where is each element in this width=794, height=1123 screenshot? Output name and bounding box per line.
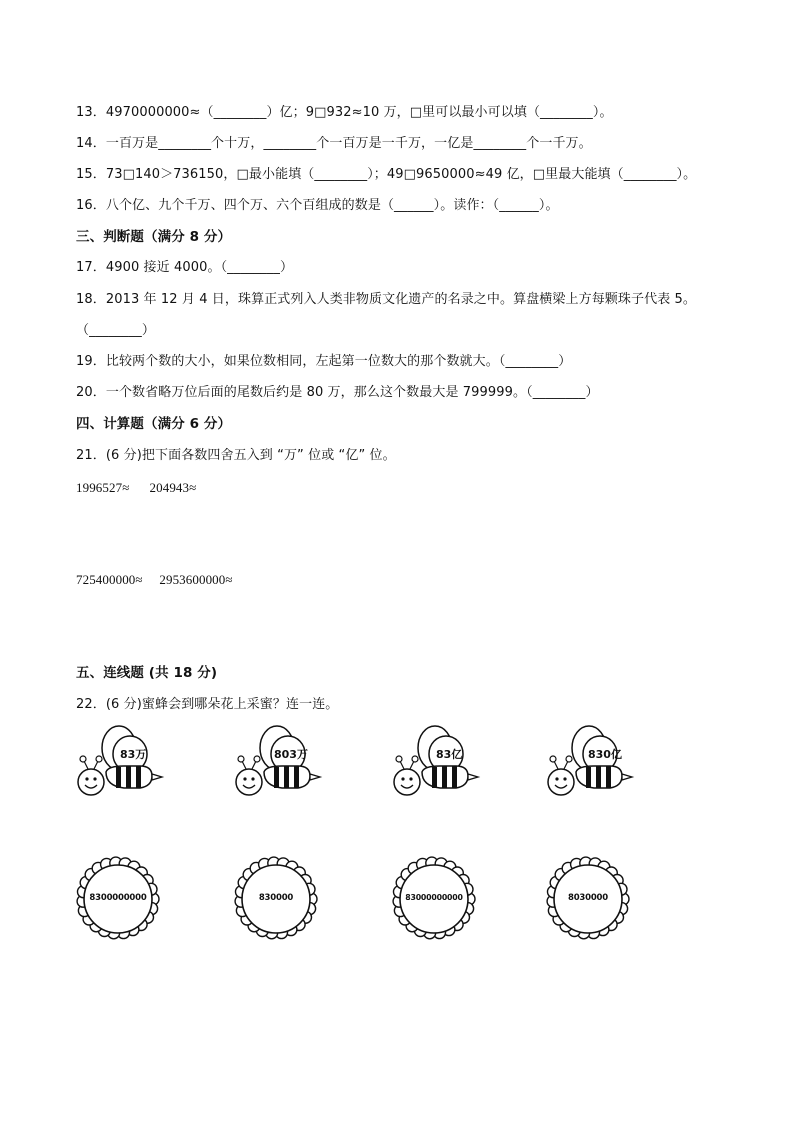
bee-icon: [392, 724, 492, 804]
question-22: 22．(6 分)蜜蜂会到哪朵花上采蜜？连一连。: [76, 697, 339, 712]
question-15: 15．73□140＞736150，□最小能填（________）；49□9650000≈49 亿，□里最大能填（________）。: [76, 167, 697, 182]
flower-3[interactable]: [392, 857, 476, 941]
flower-2[interactable]: [234, 857, 318, 941]
flower-1[interactable]: [76, 857, 160, 941]
question-21-row-1: 1996527≈ 204943≈: [76, 480, 197, 495]
bee-label: 83万: [120, 748, 147, 761]
question-18: 18．2013 年 12 月 4 日，珠算正式列入人类非物质文化遗产的名录之中。算盘横梁上方每颗珠子代表 5。: [76, 292, 697, 307]
section-5-heading: 五、连线题 (共 18 分): [76, 665, 218, 681]
bee-icon: [234, 724, 334, 804]
question-17: 17．4900 接近 4000。（________）: [76, 260, 294, 275]
flower-4[interactable]: [546, 857, 630, 941]
bee-4[interactable]: [546, 724, 646, 804]
bee-icon: [76, 724, 176, 804]
section-4-heading: 四、计算题（满分 6 分）: [76, 416, 232, 432]
flower-label: 8300000000: [89, 893, 147, 903]
bee-3[interactable]: [392, 724, 492, 804]
question-21: 21．(6 分)把下面各数四舍五入到 “万” 位或 “亿” 位。: [76, 448, 396, 463]
question-18-answer: （________）: [76, 323, 155, 338]
bee-icon: [546, 724, 646, 804]
question-16: 16．八个亿、九个千万、四个万、六个百组成的数是（______）。读作：（______）。: [76, 198, 559, 213]
bee-2[interactable]: [234, 724, 334, 804]
question-13: 13．4970000000≈（________）亿；9□932≈10 万，□里可以最小可以填（________）。: [76, 105, 613, 120]
question-20: 20．一个数省略万位后面的尾数后约是 80 万，那么这个数最大是 799999。（________）: [76, 385, 599, 400]
question-19: 19．比较两个数的大小，如果位数相同，左起第一位数大的那个数就大。（________）: [76, 354, 572, 369]
bee-label: 803万: [274, 748, 308, 761]
flower-label: 830000: [258, 893, 294, 903]
flower-label: 8030000: [567, 893, 608, 903]
question-14: 14．一百万是________个十万，________个一百万是一千万，一亿是________个一千万。: [76, 136, 592, 151]
question-21-row-2: 725400000≈ 2953600000≈: [76, 572, 233, 587]
section-3-heading: 三、判断题（满分 8 分）: [76, 229, 232, 245]
bee-1[interactable]: [76, 724, 176, 804]
bee-label: 830亿: [588, 748, 622, 761]
flower-label: 83000000000: [405, 893, 463, 902]
bee-label: 83亿: [436, 748, 463, 761]
